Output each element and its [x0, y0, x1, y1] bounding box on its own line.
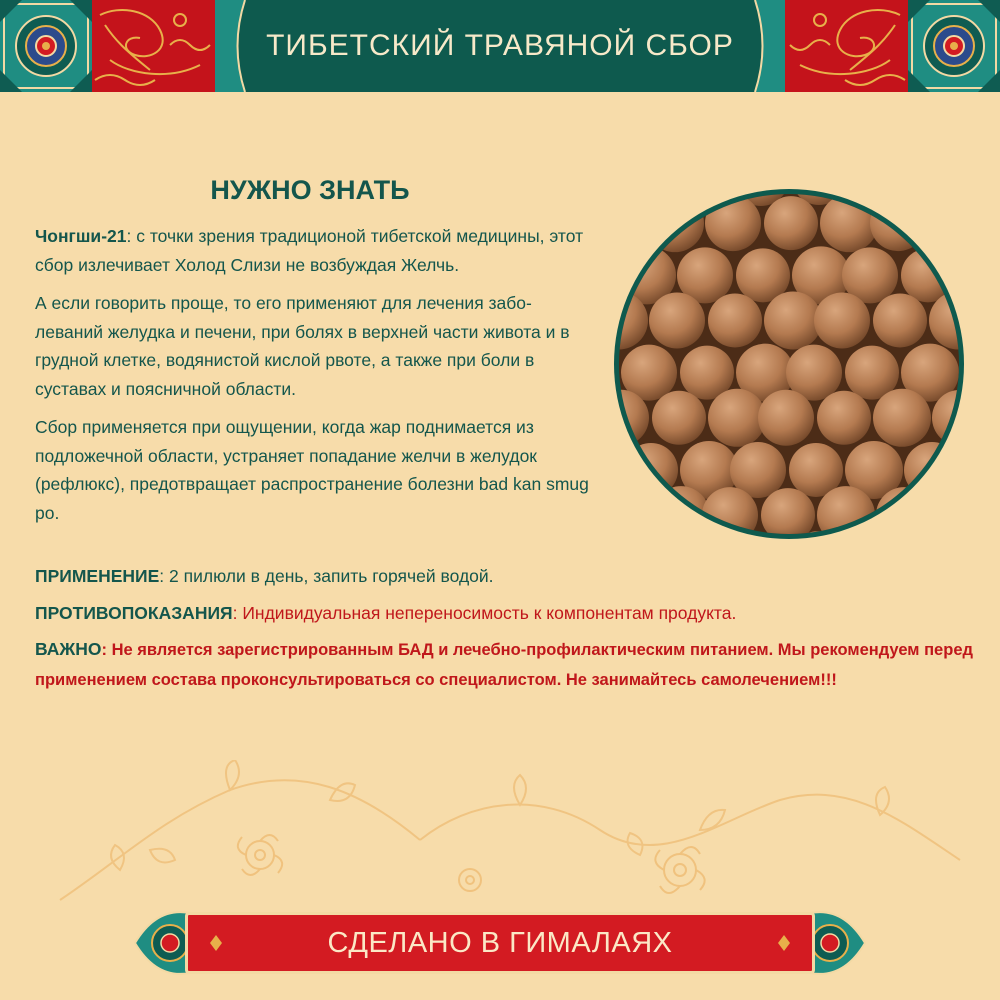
- pills-photo: [613, 188, 965, 540]
- pill: [674, 532, 730, 540]
- pill: [954, 443, 965, 497]
- pill: [898, 533, 952, 540]
- important-text: : Не является зарегистрированным БАД и лечебно-профилактическим питанием. Мы рекомендуем перед применением состава проконсультироваться со специалистом. Не занимайтесь самолечением!!!: [35, 641, 973, 689]
- contraindications-label: ПРОТИВОПОКАЗАНИЯ: [35, 602, 233, 623]
- pill: [929, 196, 965, 250]
- pill: [764, 291, 822, 349]
- pill: [708, 293, 762, 347]
- important-line: [35, 635, 975, 694]
- pill: [613, 445, 618, 495]
- usage-text: : 2 пилюли в день, запить горячей водой.: [159, 566, 494, 586]
- pill: [814, 292, 870, 348]
- instructions-block: [35, 562, 975, 702]
- pill: [613, 196, 644, 250]
- pill: [873, 389, 931, 447]
- section-heading: НУЖНО ЗНАТЬ: [210, 175, 410, 205]
- usage-label: ПРИМЕНЕНИЕ: [35, 566, 160, 586]
- footer-banner: [0, 896, 1000, 990]
- pill: [870, 195, 926, 251]
- header-banner: [0, 0, 1000, 92]
- usage-line: [35, 562, 975, 591]
- intro-paragraph: [35, 222, 595, 279]
- pill: [613, 488, 650, 540]
- pill: [646, 194, 704, 252]
- footer-title: СДЕЛАНО В ГИМАЛАЯХ: [327, 926, 673, 959]
- pill: [758, 390, 814, 446]
- pill: [904, 442, 960, 498]
- floral-decoration: [0, 760, 1000, 910]
- product-name-label: Чонгши-21: [35, 226, 127, 246]
- pill: [898, 188, 954, 206]
- pill: [848, 532, 904, 540]
- pill: [613, 248, 616, 302]
- description-text: [35, 222, 595, 537]
- pill: [652, 391, 706, 445]
- pill: [624, 531, 682, 540]
- contraindications-text: : Индивидуальная непереносимость к компонентам продукта.: [232, 602, 737, 623]
- pill: [761, 488, 815, 540]
- pill: [708, 389, 766, 447]
- pill: [613, 533, 622, 540]
- intro-text: : с точки зрения традиционой тибетской медицины, этот сбор излечивает Холод Слизи не возбуждая Желчь.: [35, 226, 584, 275]
- pill: [954, 531, 965, 540]
- usage-indication-paragraph: Сбор применяется при ощущении, когда жар поднимается из подложечной области, устраняет попадание желчи в желудок (рефлюкс), предотвращает распространение болезни bad kan smug po.: [35, 417, 589, 523]
- pill: [957, 246, 965, 304]
- pill: [705, 195, 761, 251]
- description-paragraph: А если говорить проще, то его применяют для лечения забо-леваний желудка и печени, при болях в верхней части живота и в грудной клетке, водянистой кислой рвоте, а также при боли в суставах и поясничной области.: [35, 293, 570, 399]
- important-label: ВАЖНО: [35, 639, 102, 659]
- header-title: ТИБЕТСКИЙ ТРАВЯНОЙ СБОР: [266, 29, 734, 62]
- pill: [957, 188, 965, 205]
- pill: [649, 292, 705, 348]
- pill: [618, 188, 672, 205]
- pill: [817, 391, 871, 445]
- pill: [873, 293, 927, 347]
- contraindications-line: [35, 599, 975, 628]
- pill: [764, 196, 818, 250]
- pill: [926, 488, 965, 540]
